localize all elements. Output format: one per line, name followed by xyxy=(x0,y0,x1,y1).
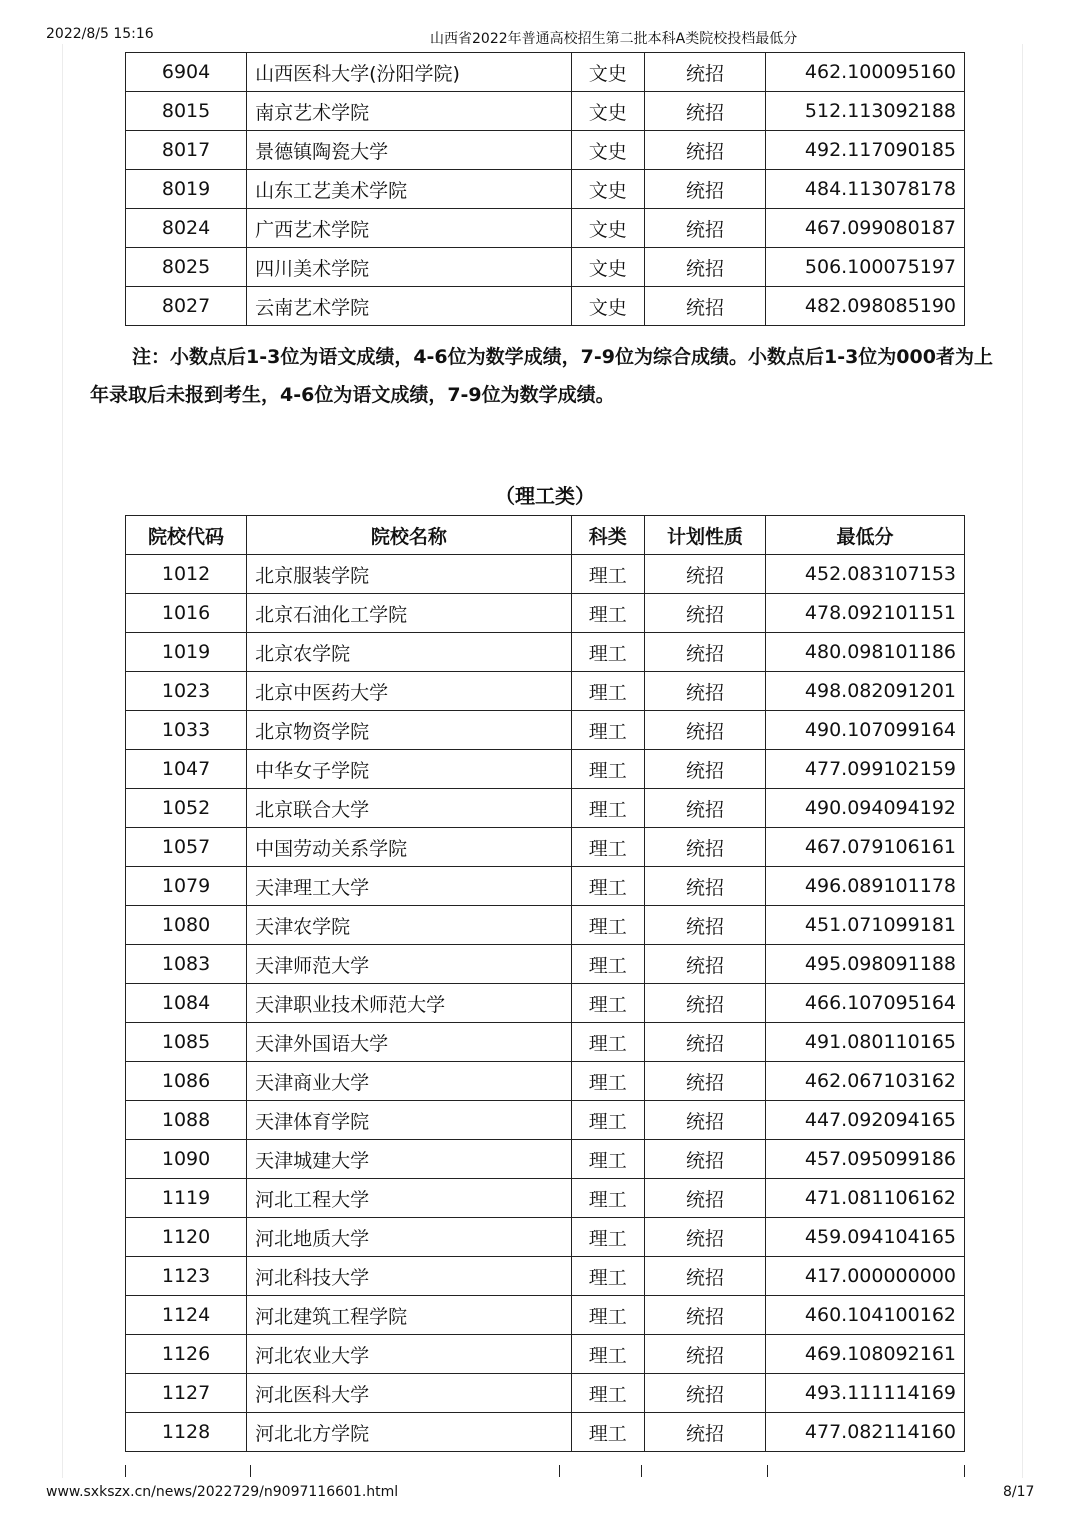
min-score-cell: 490.094094192 xyxy=(766,789,965,828)
school-code-cell: 1019 xyxy=(126,633,247,672)
min-score-cell: 452.083107153 xyxy=(766,555,965,594)
school-code-cell: 1083 xyxy=(126,945,247,984)
school-name-cell: 天津农学院 xyxy=(247,906,571,945)
school-code-cell: 8017 xyxy=(126,131,247,170)
table-row xyxy=(126,1101,965,1140)
school-code-cell: 1090 xyxy=(126,1140,247,1179)
school-code-cell: 8024 xyxy=(126,209,247,248)
school-code-cell: 8027 xyxy=(126,287,247,326)
science-table-body xyxy=(126,555,965,1452)
school-code-cell: 1119 xyxy=(126,1179,247,1218)
category-cell: 理工 xyxy=(571,555,644,594)
table-row xyxy=(126,1296,965,1335)
min-score-cell: 491.080110165 xyxy=(766,1023,965,1062)
header-min-score: 最低分 xyxy=(766,516,965,555)
min-score-cell: 467.079106161 xyxy=(766,828,965,867)
min-score-cell: 493.111114169 xyxy=(766,1374,965,1413)
table-row xyxy=(126,248,965,287)
school-code-cell: 1057 xyxy=(126,828,247,867)
table-row xyxy=(126,789,965,828)
plan-type-cell: 统招 xyxy=(644,1179,765,1218)
min-score-cell: 496.089101178 xyxy=(766,867,965,906)
category-cell: 理工 xyxy=(571,1296,644,1335)
header-category: 科类 xyxy=(571,516,644,555)
school-name-cell: 天津职业技术师范大学 xyxy=(247,984,571,1023)
min-score-cell: 477.099102159 xyxy=(766,750,965,789)
category-cell: 理工 xyxy=(571,633,644,672)
school-name-cell: 河北地质大学 xyxy=(247,1218,571,1257)
min-score-cell: 492.117090185 xyxy=(766,131,965,170)
min-score-cell: 512.113092188 xyxy=(766,92,965,131)
category-cell: 理工 xyxy=(571,1413,644,1452)
table-row xyxy=(126,750,965,789)
table-row xyxy=(126,594,965,633)
school-name-cell: 四川美术学院 xyxy=(247,248,571,287)
category-cell: 理工 xyxy=(571,828,644,867)
min-score-cell: 471.081106162 xyxy=(766,1179,965,1218)
school-code-cell: 8015 xyxy=(126,92,247,131)
category-cell: 理工 xyxy=(571,672,644,711)
page-border-left xyxy=(62,44,63,1478)
plan-type-cell: 统招 xyxy=(644,867,765,906)
school-name-cell: 天津商业大学 xyxy=(247,1062,571,1101)
school-code-cell: 8019 xyxy=(126,170,247,209)
score-note: 注：小数点后1-3位为语文成绩，4-6位为数学成绩，7-9位为综合成绩。小数点后1-3位为000者为上年录取后未报到考生，4-6位为语文成绩，7-9位为数学成绩。 xyxy=(90,346,993,406)
category-cell: 文史 xyxy=(571,53,644,92)
school-name-cell: 天津体育学院 xyxy=(247,1101,571,1140)
plan-type-cell: 统招 xyxy=(644,92,765,131)
table-row xyxy=(126,672,965,711)
min-score-cell: 451.071099181 xyxy=(766,906,965,945)
plan-type-cell: 统招 xyxy=(644,1023,765,1062)
table-row xyxy=(126,867,965,906)
school-code-cell: 1016 xyxy=(126,594,247,633)
category-cell: 理工 xyxy=(571,1140,644,1179)
min-score-cell: 495.098091188 xyxy=(766,945,965,984)
school-code-cell: 1052 xyxy=(126,789,247,828)
plan-type-cell: 统招 xyxy=(644,1062,765,1101)
science-score-table xyxy=(125,515,965,1452)
plan-type-cell: 统招 xyxy=(644,248,765,287)
school-name-cell: 中华女子学院 xyxy=(247,750,571,789)
min-score-cell: 498.082091201 xyxy=(766,672,965,711)
table-header-row xyxy=(126,516,965,555)
min-score-cell: 459.094104165 xyxy=(766,1218,965,1257)
plan-type-cell: 统招 xyxy=(644,131,765,170)
min-score-cell: 477.082114160 xyxy=(766,1413,965,1452)
school-name-cell: 中国劳动关系学院 xyxy=(247,828,571,867)
category-cell: 理工 xyxy=(571,1101,644,1140)
school-name-cell: 北京农学院 xyxy=(247,633,571,672)
category-cell: 理工 xyxy=(571,867,644,906)
category-cell: 理工 xyxy=(571,789,644,828)
min-score-cell: 484.113078178 xyxy=(766,170,965,209)
table-row xyxy=(126,131,965,170)
plan-type-cell: 统招 xyxy=(644,170,765,209)
school-code-cell: 1033 xyxy=(126,711,247,750)
plan-type-cell: 统招 xyxy=(644,1218,765,1257)
category-cell: 理工 xyxy=(571,945,644,984)
min-score-cell: 480.098101186 xyxy=(766,633,965,672)
table-row xyxy=(126,1179,965,1218)
school-name-cell: 北京联合大学 xyxy=(247,789,571,828)
school-code-cell: 1126 xyxy=(126,1335,247,1374)
school-name-cell: 北京石油化工学院 xyxy=(247,594,571,633)
school-code-cell: 1124 xyxy=(126,1296,247,1335)
header-plan-type: 计划性质 xyxy=(644,516,765,555)
school-name-cell: 北京中医药大学 xyxy=(247,672,571,711)
table-row xyxy=(126,1257,965,1296)
table-row xyxy=(126,209,965,248)
table-row xyxy=(126,170,965,209)
school-name-cell: 河北建筑工程学院 xyxy=(247,1296,571,1335)
plan-type-cell: 统招 xyxy=(644,1374,765,1413)
school-name-cell: 北京服装学院 xyxy=(247,555,571,594)
category-cell: 理工 xyxy=(571,1179,644,1218)
school-name-cell: 河北工程大学 xyxy=(247,1179,571,1218)
plan-type-cell: 统招 xyxy=(644,1257,765,1296)
page-border-right xyxy=(1022,44,1023,1478)
school-name-cell: 天津城建大学 xyxy=(247,1140,571,1179)
plan-type-cell: 统招 xyxy=(644,1335,765,1374)
category-cell: 理工 xyxy=(571,1062,644,1101)
school-code-cell: 8025 xyxy=(126,248,247,287)
school-code-cell: 1123 xyxy=(126,1257,247,1296)
category-cell: 理工 xyxy=(571,1023,644,1062)
plan-type-cell: 统招 xyxy=(644,750,765,789)
school-code-cell: 1079 xyxy=(126,867,247,906)
category-cell: 理工 xyxy=(571,594,644,633)
category-cell: 理工 xyxy=(571,1257,644,1296)
school-code-cell: 1084 xyxy=(126,984,247,1023)
table-row xyxy=(126,1335,965,1374)
school-code-cell: 1086 xyxy=(126,1062,247,1101)
min-score-cell: 447.092094165 xyxy=(766,1101,965,1140)
table-row xyxy=(126,1023,965,1062)
table-row xyxy=(126,53,965,92)
min-score-cell: 490.107099164 xyxy=(766,711,965,750)
table-row xyxy=(126,1374,965,1413)
min-score-cell: 467.099080187 xyxy=(766,209,965,248)
category-cell: 理工 xyxy=(571,750,644,789)
print-header xyxy=(0,26,1080,46)
plan-type-cell: 统招 xyxy=(644,711,765,750)
school-code-cell: 6904 xyxy=(126,53,247,92)
school-code-cell: 1047 xyxy=(126,750,247,789)
category-cell: 理工 xyxy=(571,711,644,750)
header-school-name: 院校名称 xyxy=(247,516,571,555)
table-row xyxy=(126,984,965,1023)
school-name-cell: 云南艺术学院 xyxy=(247,287,571,326)
category-cell: 文史 xyxy=(571,92,644,131)
min-score-cell: 478.092101151 xyxy=(766,594,965,633)
table-row xyxy=(126,555,965,594)
table-row xyxy=(126,1413,965,1452)
table-row xyxy=(126,92,965,131)
plan-type-cell: 统招 xyxy=(644,672,765,711)
school-name-cell: 河北医科大学 xyxy=(247,1374,571,1413)
liberal-arts-score-table xyxy=(125,52,965,326)
min-score-cell: 506.100075197 xyxy=(766,248,965,287)
plan-type-cell: 统招 xyxy=(644,633,765,672)
min-score-cell: 462.100095160 xyxy=(766,53,965,92)
category-cell: 文史 xyxy=(571,248,644,287)
plan-type-cell: 统招 xyxy=(644,1101,765,1140)
school-code-cell: 1085 xyxy=(126,1023,247,1062)
category-cell: 理工 xyxy=(571,906,644,945)
school-code-cell: 1012 xyxy=(126,555,247,594)
category-cell: 理工 xyxy=(571,1374,644,1413)
header-school-code: 院校代码 xyxy=(126,516,247,555)
table-row xyxy=(126,287,965,326)
school-name-cell: 河北农业大学 xyxy=(247,1335,571,1374)
plan-type-cell: 统招 xyxy=(644,1140,765,1179)
plan-type-cell: 统招 xyxy=(644,984,765,1023)
school-name-cell: 天津师范大学 xyxy=(247,945,571,984)
table-row xyxy=(126,1062,965,1101)
min-score-cell: 466.107095164 xyxy=(766,984,965,1023)
liberal-arts-table-body xyxy=(126,53,965,326)
school-code-cell: 1080 xyxy=(126,906,247,945)
min-score-cell: 462.067103162 xyxy=(766,1062,965,1101)
category-cell: 文史 xyxy=(571,131,644,170)
table-row xyxy=(126,906,965,945)
page-number: 8/17 xyxy=(1003,1484,1035,1500)
plan-type-cell: 统招 xyxy=(644,209,765,248)
category-cell: 理工 xyxy=(571,984,644,1023)
min-score-cell: 469.108092161 xyxy=(766,1335,965,1374)
category-cell: 文史 xyxy=(571,170,644,209)
plan-type-cell: 统招 xyxy=(644,906,765,945)
plan-type-cell: 统招 xyxy=(644,828,765,867)
table-row xyxy=(126,1218,965,1257)
print-datetime: 2022/8/5 15:16 xyxy=(46,26,154,42)
school-name-cell: 天津理工大学 xyxy=(247,867,571,906)
school-name-cell: 河北北方学院 xyxy=(247,1413,571,1452)
table-row xyxy=(126,1140,965,1179)
plan-type-cell: 统招 xyxy=(644,1413,765,1452)
table-row xyxy=(126,711,965,750)
category-cell: 理工 xyxy=(571,1335,644,1374)
school-name-cell: 山西医科大学(汾阳学院) xyxy=(247,53,571,92)
school-code-cell: 1088 xyxy=(126,1101,247,1140)
plan-type-cell: 统招 xyxy=(644,1296,765,1335)
table-row xyxy=(126,828,965,867)
plan-type-cell: 统招 xyxy=(644,789,765,828)
category-cell: 文史 xyxy=(571,287,644,326)
category-cell: 文史 xyxy=(571,209,644,248)
school-name-cell: 北京物资学院 xyxy=(247,711,571,750)
category-cell: 理工 xyxy=(571,1218,644,1257)
page-url: www.sxkszx.cn/news/2022729/n9097116601.html xyxy=(46,1484,399,1500)
min-score-cell: 457.095099186 xyxy=(766,1140,965,1179)
school-name-cell: 天津外国语大学 xyxy=(247,1023,571,1062)
table-row xyxy=(126,633,965,672)
min-score-cell: 482.098085190 xyxy=(766,287,965,326)
min-score-cell: 460.104100162 xyxy=(766,1296,965,1335)
table-row xyxy=(126,945,965,984)
school-name-cell: 景德镇陶瓷大学 xyxy=(247,131,571,170)
document-title: 山西省2022年普通高校招生第二批本科A类院校投档最低分 xyxy=(430,31,798,47)
school-code-cell: 1128 xyxy=(126,1413,247,1452)
school-name-cell: 河北科技大学 xyxy=(247,1257,571,1296)
school-name-cell: 广西艺术学院 xyxy=(247,209,571,248)
school-code-cell: 1023 xyxy=(126,672,247,711)
school-name-cell: 山东工艺美术学院 xyxy=(247,170,571,209)
plan-type-cell: 统招 xyxy=(644,287,765,326)
plan-type-cell: 统招 xyxy=(644,594,765,633)
school-code-cell: 1127 xyxy=(126,1374,247,1413)
table-continuation xyxy=(125,1465,965,1477)
plan-type-cell: 统招 xyxy=(644,53,765,92)
plan-type-cell: 统招 xyxy=(644,555,765,594)
school-name-cell: 南京艺术学院 xyxy=(247,92,571,131)
min-score-cell: 417.000000000 xyxy=(766,1257,965,1296)
plan-type-cell: 统招 xyxy=(644,945,765,984)
section-title-science: （理工类） xyxy=(495,484,595,508)
school-code-cell: 1120 xyxy=(126,1218,247,1257)
